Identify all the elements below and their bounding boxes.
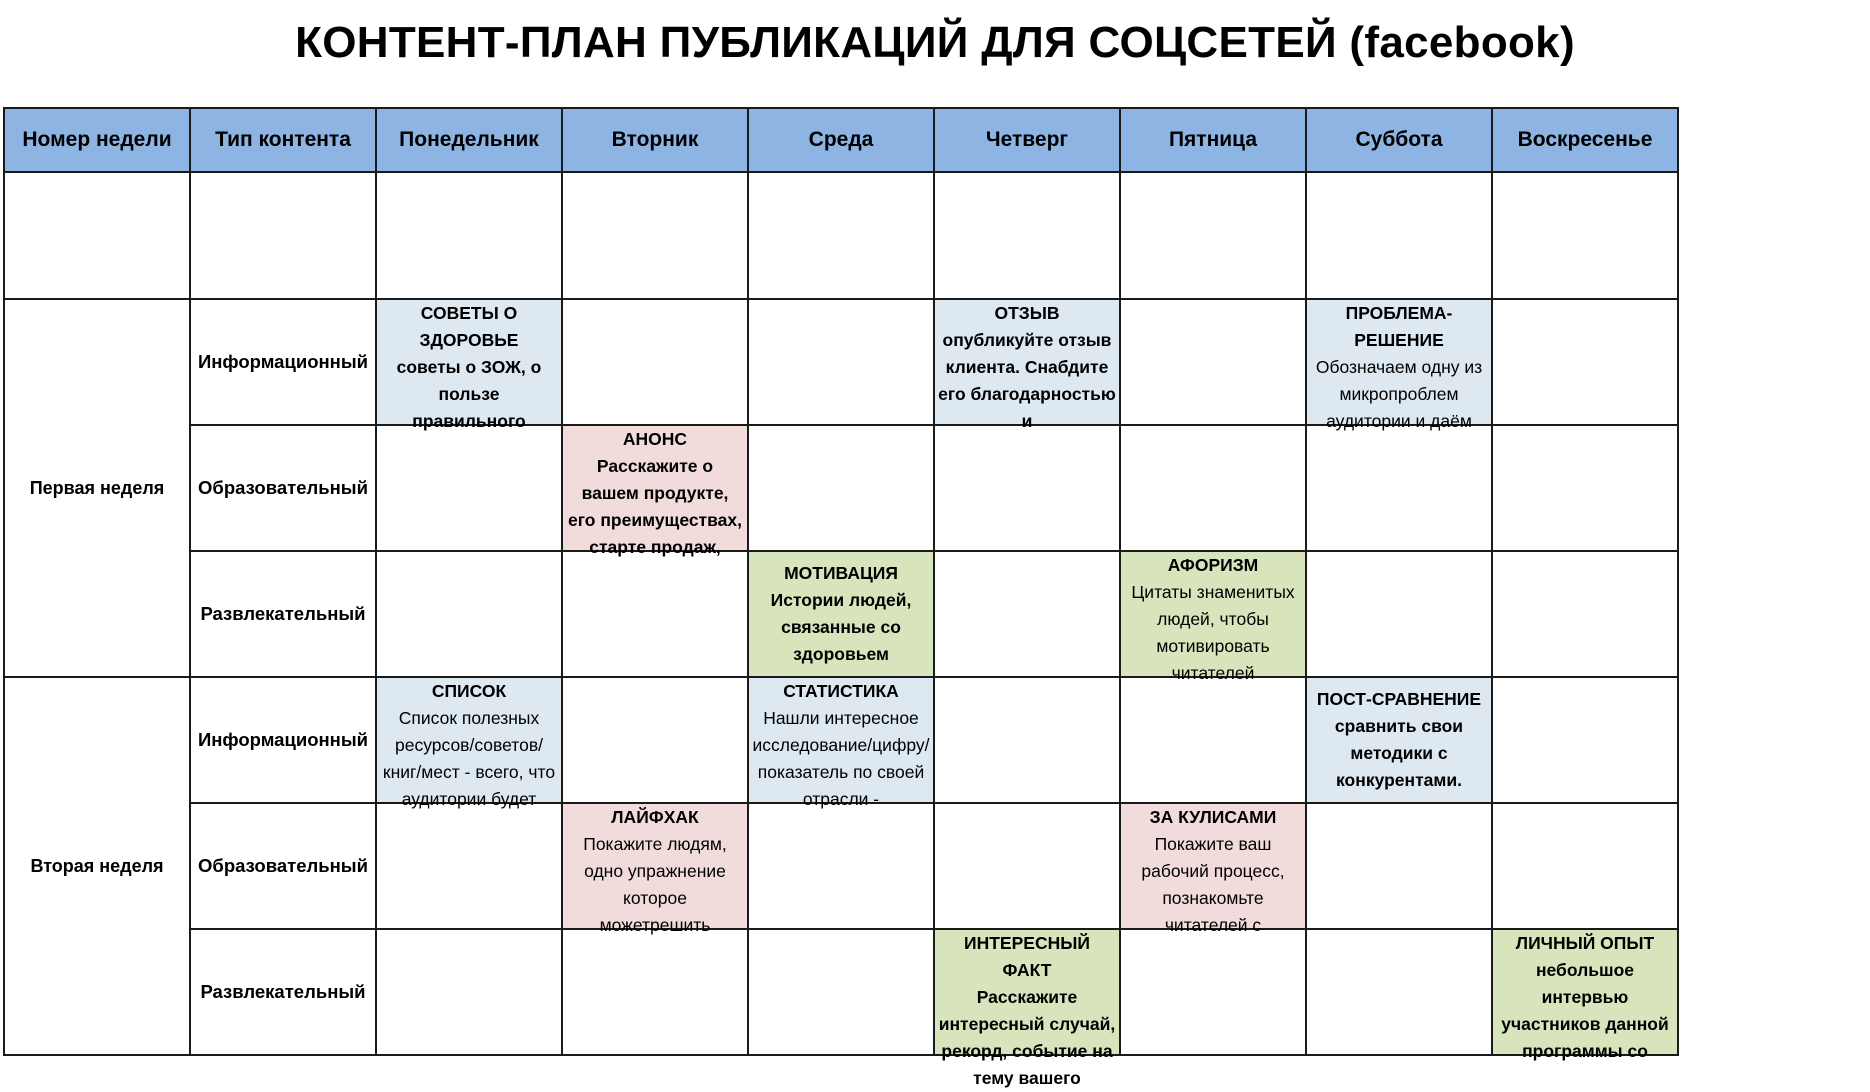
post-description: Истории людей, связанные со здоровьем — [770, 590, 912, 664]
empty-cell — [376, 929, 562, 1055]
empty-cell — [748, 172, 934, 299]
post-description: Покажите ваш рабочий процесс, познакомьте читателей с — [1141, 834, 1285, 935]
week-label: Первая неделя — [4, 299, 190, 677]
post-content — [935, 300, 1119, 431]
empty-cell — [1492, 425, 1678, 551]
post-content — [377, 678, 561, 809]
empty-cell — [1120, 677, 1306, 803]
content-type-label: Информационный — [190, 677, 376, 803]
post-title: ПОСТ-СРАВНЕНИЕ — [1316, 689, 1482, 709]
empty-cell — [748, 929, 934, 1055]
empty-cell — [562, 551, 748, 677]
post-content — [1493, 930, 1677, 1061]
post-title: МОТИВАЦИЯ — [784, 563, 898, 583]
post-description: небольшое интервью участников данной программы со — [1501, 960, 1669, 1061]
post-description: опубликуйте отзыв клиента. Снабдите его благодарностью и — [938, 330, 1116, 431]
plan-row — [4, 299, 1678, 425]
post-cell — [934, 929, 1120, 1088]
post-content — [563, 426, 747, 557]
post-title: ЛАЙФХАК — [611, 807, 699, 827]
post-title: СОВЕТЫ О ЗДОРОВЬЕ — [419, 303, 519, 350]
empty-cell — [376, 425, 562, 551]
header-sunday: Воскресенье — [1492, 108, 1678, 172]
post-cell — [748, 677, 934, 809]
post-cell — [1120, 803, 1306, 935]
empty-cell — [934, 425, 1120, 551]
content-type-label: Развлекательный — [190, 929, 376, 1055]
plan-row — [4, 677, 1678, 803]
post-title: ОТЗЫВ — [994, 303, 1060, 323]
post-cell — [1306, 677, 1492, 803]
content-plan-table — [3, 107, 1679, 1088]
empty-cell — [1492, 803, 1678, 929]
content-type-label: Образовательный — [190, 803, 376, 929]
post-cell — [562, 425, 748, 557]
header-content-type: Тип контента — [190, 108, 376, 172]
empty-cell — [562, 172, 748, 299]
empty-cell — [1492, 677, 1678, 803]
post-title: СТАТИСТИКА — [783, 681, 899, 701]
empty-cell — [562, 677, 748, 803]
post-content — [1121, 552, 1305, 683]
post-title: ЗА КУЛИСАМИ — [1149, 807, 1277, 827]
plan-row — [4, 803, 1678, 929]
empty-cell — [1492, 172, 1678, 299]
empty-cell — [1306, 551, 1492, 677]
empty-cell — [376, 803, 562, 929]
post-cell — [1306, 299, 1492, 431]
empty-cell — [934, 803, 1120, 929]
post-description: Расскажите интересный случай, рекорд, событие на тему вашего — [938, 987, 1116, 1088]
post-title: ПРОБЛЕМА-РЕШЕНИЕ — [1345, 303, 1453, 350]
plan-row — [4, 929, 1678, 1055]
empty-cell — [562, 929, 748, 1055]
post-title: АФОРИЗМ — [1167, 555, 1259, 575]
empty-cell — [1306, 425, 1492, 551]
post-description: сравнить свои методики с конкурентами. — [1334, 716, 1464, 790]
empty-row — [4, 172, 1678, 299]
post-cell — [748, 551, 934, 677]
empty-cell — [190, 172, 376, 299]
post-description: Покажите людям, одно упражнение которое можетрешить — [583, 834, 727, 935]
content-type-label: Информационный — [190, 299, 376, 425]
plan-row — [4, 425, 1678, 551]
post-content — [749, 678, 933, 809]
header-week-number: Номер недели — [4, 108, 190, 172]
post-content — [935, 930, 1119, 1088]
empty-cell — [934, 172, 1120, 299]
empty-cell — [1492, 299, 1678, 425]
empty-cell — [376, 551, 562, 677]
empty-cell — [1120, 299, 1306, 425]
plan-row — [4, 551, 1678, 677]
post-description: Список полезных ресурсов/советов/книг/мест - всего, что аудитории будет — [382, 708, 556, 809]
post-title: ИНТЕРЕСНЫЙ ФАКТ — [964, 933, 1090, 980]
content-type-label: Образовательный — [190, 425, 376, 551]
post-cell — [562, 803, 748, 935]
header-monday: Понедельник — [376, 108, 562, 172]
post-cell — [376, 299, 562, 431]
empty-cell — [934, 551, 1120, 677]
header-wednesday: Среда — [748, 108, 934, 172]
post-title: СПИСОК — [431, 681, 507, 701]
post-content — [1121, 804, 1305, 935]
post-content — [749, 552, 933, 676]
empty-cell — [1492, 551, 1678, 677]
post-description: Расскажите о вашем продукте, его преимуществах, старте продаж, — [568, 456, 742, 557]
empty-cell — [1120, 172, 1306, 299]
plan-body — [4, 172, 1678, 1088]
header-row — [4, 108, 1678, 172]
post-content — [563, 804, 747, 935]
post-cell — [1492, 929, 1678, 1061]
empty-cell — [748, 425, 934, 551]
empty-cell — [1306, 929, 1492, 1055]
week-label: Вторая неделя — [4, 677, 190, 1055]
page-title: КОНТЕНТ-ПЛАН ПУБЛИКАЦИЙ ДЛЯ СОЦСЕТЕЙ (facebook) — [295, 18, 1575, 67]
header-friday: Пятница — [1120, 108, 1306, 172]
post-content — [1307, 300, 1491, 431]
empty-cell — [4, 172, 190, 299]
post-description: советы о ЗОЖ, о пользе правильного — [396, 357, 542, 431]
post-description: Обозначаем одну из микропроблем аудитории и даём — [1315, 357, 1483, 431]
empty-cell — [1306, 172, 1492, 299]
empty-cell — [748, 803, 934, 929]
empty-cell — [1120, 929, 1306, 1055]
content-type-label: Развлекательный — [190, 551, 376, 677]
header-saturday: Суббота — [1306, 108, 1492, 172]
empty-cell — [934, 677, 1120, 803]
post-cell — [934, 299, 1120, 431]
post-description: Цитаты знаменитых людей, чтобы мотивировать читателей — [1131, 582, 1295, 683]
post-content — [377, 300, 561, 431]
post-cell — [1120, 551, 1306, 683]
empty-cell — [562, 299, 748, 425]
post-title: АНОНС — [622, 429, 688, 449]
post-content — [1307, 678, 1491, 802]
post-title: ЛИЧНЫЙ ОПЫТ — [1515, 933, 1655, 953]
post-cell — [376, 677, 562, 809]
header-thursday: Четверг — [934, 108, 1120, 172]
header-tuesday: Вторник — [562, 108, 748, 172]
empty-cell — [748, 299, 934, 425]
post-description: Нашли интересное исследование/цифру/показатель по своей отрасли - — [752, 708, 930, 809]
empty-cell — [376, 172, 562, 299]
empty-cell — [1120, 425, 1306, 551]
empty-cell — [1306, 803, 1492, 929]
